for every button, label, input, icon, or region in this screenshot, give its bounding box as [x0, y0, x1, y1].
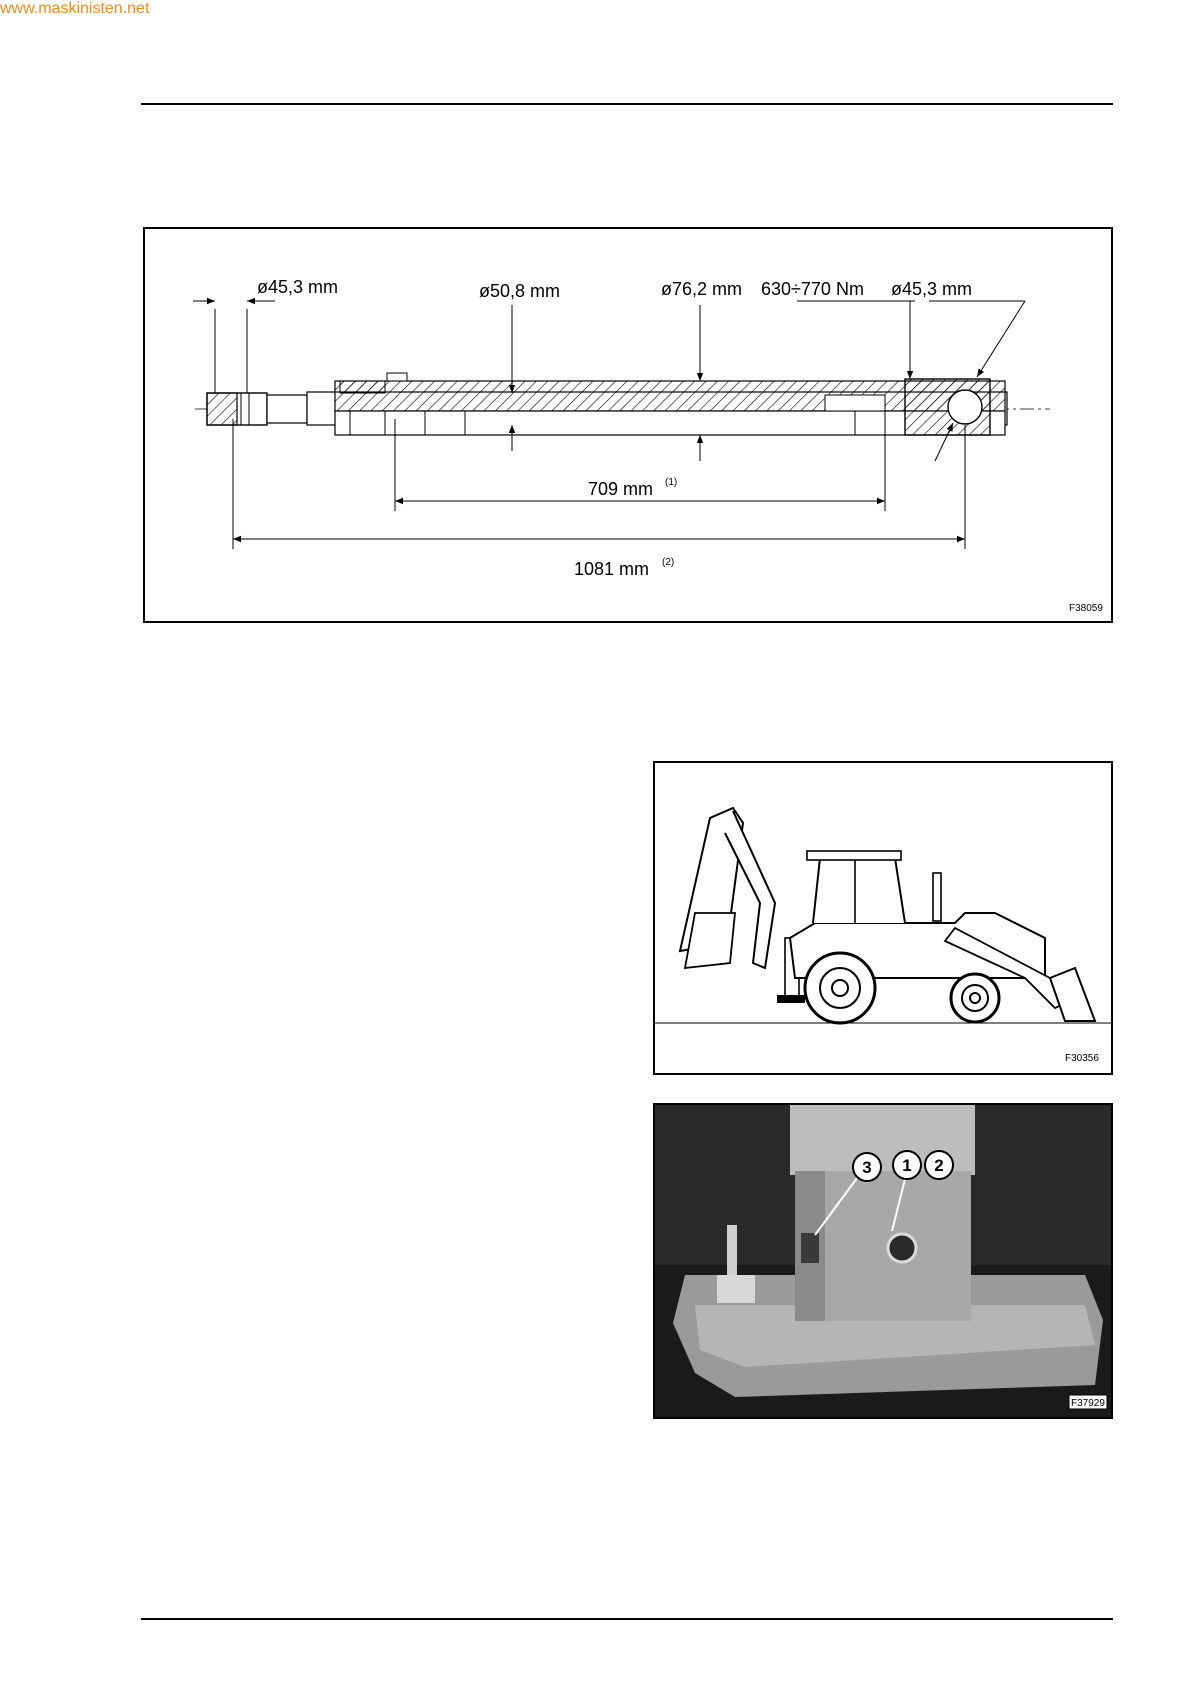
footer-rule — [141, 1618, 1113, 1620]
watermark-url[interactable]: www.maskinisten.net — [0, 0, 150, 17]
dim-pin-left: ø45,3 mm — [257, 277, 339, 297]
dim-tube-diameter: ø76,2 mm — [661, 279, 743, 299]
dim-stroke-length: 709 mm — [588, 479, 654, 499]
stabilizer-photo-figure — [653, 1103, 1113, 1419]
dim-stroke-note: (1) — [665, 477, 678, 488]
header-rule — [141, 103, 1113, 105]
callout-1: 1 — [902, 1156, 912, 1175]
backhoe-loader-figure — [653, 761, 1113, 1075]
figure-code: F30356 — [1065, 1053, 1099, 1064]
callout-2: 2 — [934, 1156, 944, 1175]
backhoe-loader-drawing — [655, 763, 1111, 1073]
stabilizer-photo — [655, 1105, 1111, 1417]
cylinder-dimension-figure — [143, 227, 1113, 623]
dim-total-length: 1081 mm — [574, 559, 650, 579]
dim-torque: 630÷770 Nm — [761, 279, 864, 299]
dim-rod-diameter: ø50,8 mm — [479, 281, 561, 301]
callout-3: 3 — [862, 1158, 872, 1177]
cylinder-drawing — [145, 229, 1111, 621]
dim-pin-right: ø45,3 mm — [891, 279, 973, 299]
figure-code: F38059 — [1069, 603, 1103, 614]
dim-total-note: (2) — [662, 557, 675, 568]
figure-code: F37929 — [1071, 1398, 1105, 1409]
